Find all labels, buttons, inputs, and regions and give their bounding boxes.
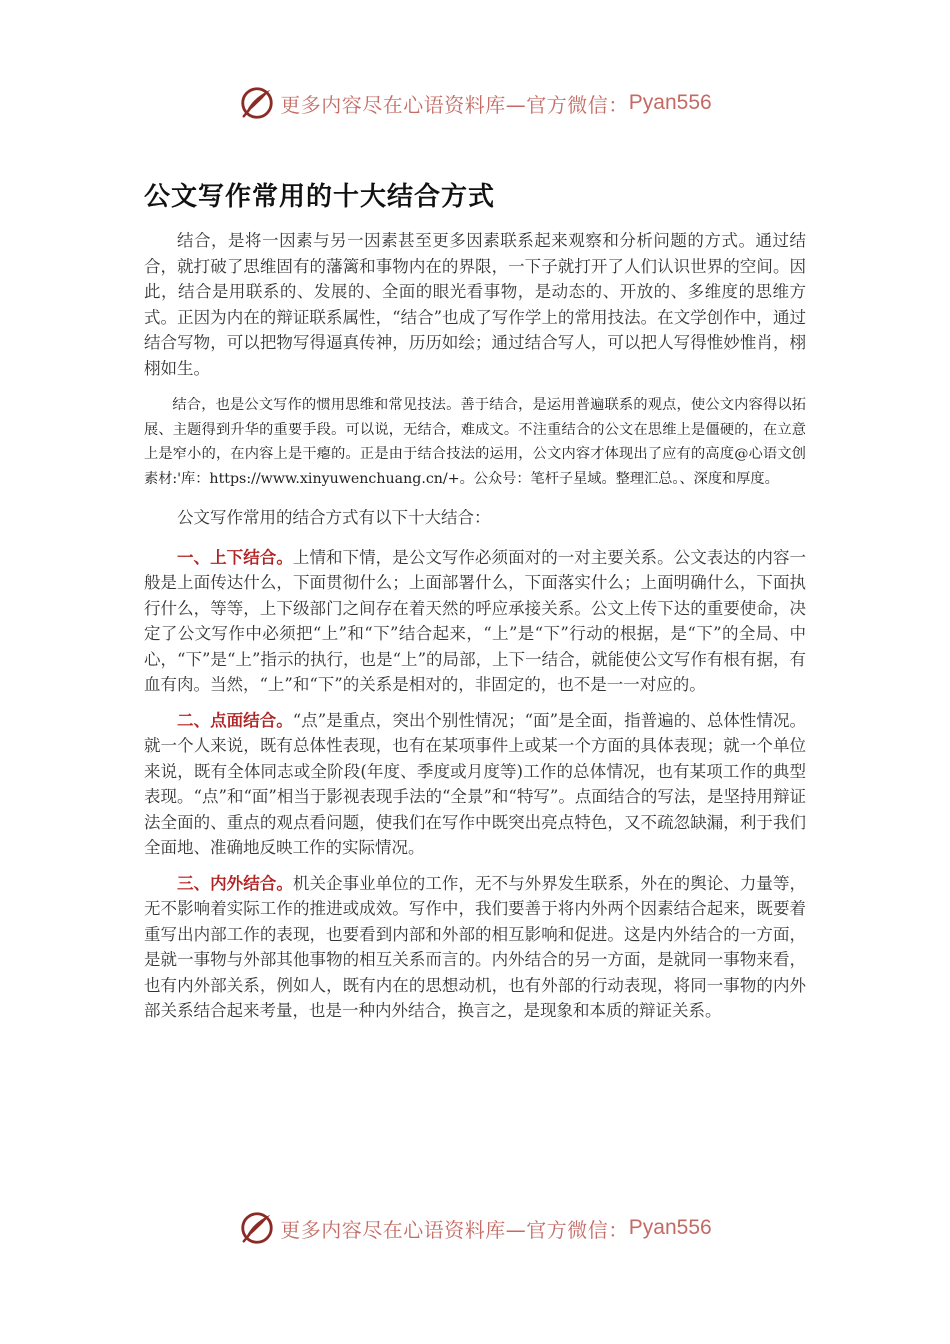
section-1-heading: 一、上下结合。 — [177, 547, 293, 567]
document-body — [144, 228, 806, 1024]
section-1-paragraph — [144, 545, 806, 698]
pen-logo-icon — [238, 1209, 276, 1247]
section-3-paragraph — [144, 871, 806, 1024]
section-2-paragraph — [144, 708, 806, 861]
section-2-heading: 二、点面结合。 — [177, 710, 293, 730]
list-intro-paragraph: 公文写作常用的结合方式有以下十大结合： — [177, 508, 491, 527]
banner-wechat-id: Pyan556 — [628, 1216, 712, 1239]
section-2-body: “点”是重点，突出个别性情况；“面”是全面，指普遍的、总体性情况。就一个人来说，既有总体性表现，也有在某项事件上或某一个方面的具体表现；就一个单位来说，既有全体同志或全阶段(年度、季度或月度等)工作的总体情况，也有某项工作的典型表现。“点”和“面”相当于影视表现手法的“全景”和“特写”。点面结合的写法，是坚持用辩证法全面的、重点的观点看问题，使我们在写作中既突出亮点特色，又不疏忽缺漏，利于我们全面地、准确地反映工作的实际情况。 — [144, 710, 806, 857]
footer-watermark-banner — [0, 1208, 950, 1248]
banner-text: 更多内容尽在心语资料库—官方微信： — [280, 1217, 629, 1242]
second-paragraph: 结合，也是公文写作的惯用思维和常见技法。善于结合，是运用普遍联系的观点，使公文内容得以拓展、主题得到升华的重要手段。可以说，无结合，难成文。不注重结合的公文在思维上是僵硬的，在立意上是窄小的，在内容上是干瘪的。正是由于结合技法的运用，公文内容才体现出了应有的高度@心语文创素材:'库：https://www.xinyuwenchuang.cn/+。公众号：笔杆子星域。整理汇总。、深度和厚度。 — [144, 397, 806, 487]
intro-paragraph: 结合，是将一因素与另一因素甚至更多因素联系起来观察和分析问题的方式。通过结合，就打破了思维固有的藩篱和事物内在的界限，一下子就打开了人们认识世界的空间。因此，结合是用联系的、发展的、全面的眼光看事物，是动态的、开放的、多维度的思维方式。正因为内在的辩证联系属性，“结合”也成了写作学上的常用技法。在文学创作中，通过结合写物，可以把物写得逼真传神，历历如绘；通过结合写人，可以把人写得惟妙惟肖，栩栩如生。 — [144, 231, 806, 378]
banner-wechat-id: Pyan556 — [628, 91, 712, 114]
pen-logo-icon — [238, 84, 276, 122]
section-3-heading: 三、内外结合。 — [177, 873, 293, 893]
document-title: 公文写作常用的十大结合方式 — [144, 182, 496, 212]
header-watermark-banner — [0, 83, 950, 123]
section-1-body: 上情和下情，是公文写作必须面对的一对主要关系。公文表达的内容一般是上面传达什么，下面贯彻什么；上面部署什么，下面落实什么；上面明确什么，下面执行什么，等等，上下级部门之间存在着天然的呼应承接关系。公文上传下达的重要使命，决定了公文写作中必须把“上”和“下”结合起来，“上”是“下”行动的根据，是“下”的全局、中心，“下”是“上”指示的执行，也是“上”的局部，上下一结合，就能使公文写作有根有据，有血有肉。当然，“上”和“下”的关系是相对的，非固定的，也不是一一对应的。 — [144, 547, 807, 694]
section-3-body: 机关企事业单位的工作，无不与外界发生联系，外在的舆论、力量等，无不影响着实际工作的推进或成效。写作中，我们要善于将内外两个因素结合起来，既要着重写出内部工作的表现，也要看到内部和外部的相互影响和促进。这是内外结合的一方面，是就一事物与外部其他事物的相互关系而言的。内外结合的另一方面，是就同一事物来看，也有内外部关系，例如人，既有内在的思想动机，也有外部的行动表现，将同一事物的内外部关系结合起来考量，也是一种内外结合，换言之，是现象和本质的辩证关系。 — [144, 873, 807, 1020]
banner-text: 更多内容尽在心语资料库—官方微信： — [280, 92, 629, 117]
